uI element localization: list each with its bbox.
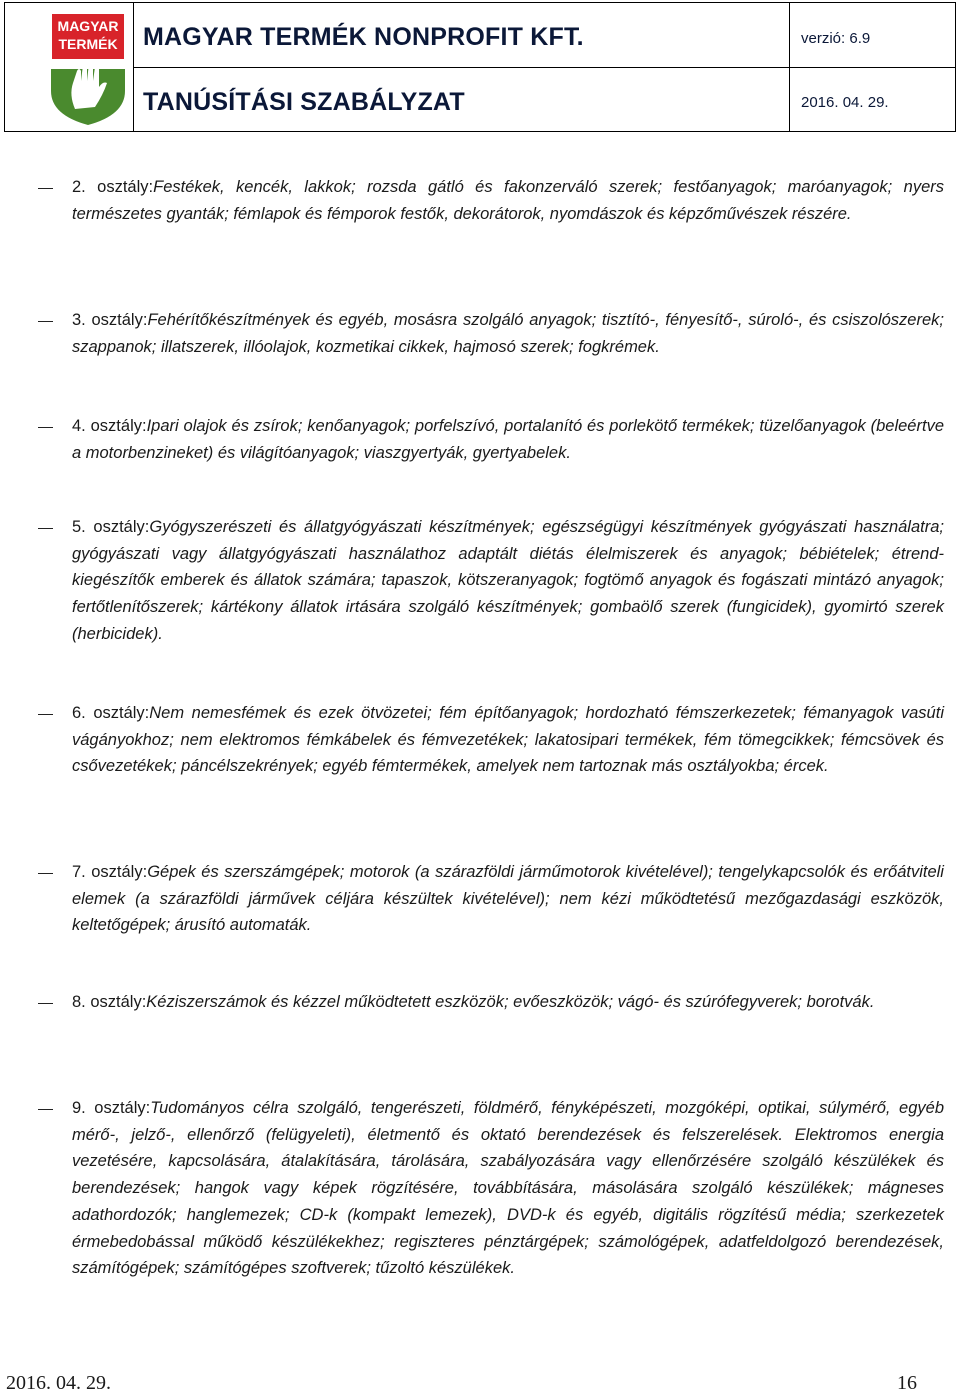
magyar-termek-logo bbox=[47, 11, 129, 127]
class-text: Fehérítőkészítmények és egyéb, mosásra szolgáló anyagok; tisztító-, fényesítő-, súroló-, és csiszolószerek; szappanok; illatszerek, illóolajok, kozmetikai cikkek, hajmosó szerek; fogkrémek. bbox=[72, 311, 944, 356]
document-header bbox=[4, 2, 956, 132]
list-dash bbox=[38, 188, 53, 189]
list-dash bbox=[38, 427, 53, 428]
list-item bbox=[72, 1095, 944, 1282]
class-number: 9. osztály: bbox=[72, 1099, 151, 1117]
list-dash bbox=[38, 528, 53, 529]
logo-cell bbox=[5, 3, 134, 131]
class-text: Gyógyszerészeti és állatgyógyászati készítmények; egészségügyi készítmények gyógyászati használatra; gyógyászati vagy állatgyógyászati használathoz adaptált diétás élelmiszerek és anyagok; bébiételek; étrend-kiegészítők emberek és állatok számára; tapaszok, kötszeranyagok; fogtömő anyagok és fogászati mintázó anyagok; fertőtlenítőszerek; kártékony állatok irtására szolgáló készítmények; gombaölő szerek (fungicidek), gyomirtó szerek (herbicidek). bbox=[72, 518, 944, 643]
class-number: 8. osztály: bbox=[72, 993, 147, 1011]
class-number: 6. osztály: bbox=[72, 704, 150, 722]
header-date: 2016. 04. 29. bbox=[801, 94, 889, 111]
list-item bbox=[72, 514, 944, 648]
version-label: verzió: 6.9 bbox=[801, 30, 871, 47]
class-text: Tudományos célra szolgáló, tengerészeti, földmérő, fényképészeti, mozgóképi, optikai, súlymérő, egyéb mérő-, jelző-, ellenőrző (felügyeleti), életmentő és oktató berendezések és felszerelések. Elektromos energia vezetésére, kapcsolására, átalakítására, tárolására, szabályozására vagy ellenőrzésére szolgáló készülékek és berendezések; hangok vagy képek rögzítésére, továbbítására, másolására szolgáló készülékek; mágneses adathordozók; hanglemezek; CD-k (kompakt lemezek), DVD-k és egyéb, digitális rögzítésű média; szerkezetek érmebedobással működő készülékekhez; regiszteres pénztárgépek; számológépek, adatfeldolgozó berendezések, számítógépek; számítógépes szoftverek; tűzoltó készülékek. bbox=[72, 1099, 944, 1278]
class-number: 5. osztály: bbox=[72, 518, 150, 536]
class-text: Kéziszerszámok és kézzel működtetett eszközök; evőeszközök; vágó- és szúrófegyverek; borotvák. bbox=[146, 993, 875, 1011]
logo-text-magyar: MAGYAR bbox=[57, 18, 119, 34]
class-text: Festékek, kencék, lakkok; rozsda gátló és fakonzerváló szerek; festőanyagok; maróanyagok; nyers természetes gyanták; fémlapok és fémporok festők, dekorátorok, nyomdászok és képzőművészek részére. bbox=[72, 178, 944, 223]
list-item bbox=[72, 859, 944, 939]
class-text: Gépek és szerszámgépek; motorok (a szárazföldi járműmotorok kivételével); tengelykapcsolók és erőátviteli elemek (a szárazföldi járművek céljára készültek kivételével); nem kézi működtetésű mezőgazdasági eszközök, keltetőgépek; árusító automaták. bbox=[72, 863, 944, 935]
class-text: Ipari olajok és zsírok; kenőanyagok; porfelszívó, portalanító és porlekötő termékek; tüzelőanyagok (beleértve a motorbenzineket) és világítóanyagok; viaszgyertyák, gyertyabelek. bbox=[72, 417, 944, 462]
header-meta-cell bbox=[789, 3, 955, 131]
page-number: 16 bbox=[897, 1372, 917, 1394]
logo-text-termek: TERMÉK bbox=[58, 36, 118, 52]
list-dash bbox=[38, 873, 53, 874]
list-dash bbox=[38, 714, 53, 715]
company-name: MAGYAR TERMÉK NONPROFIT KFT. bbox=[143, 23, 584, 51]
class-number: 4. osztály: bbox=[72, 417, 147, 435]
list-item bbox=[72, 989, 944, 1016]
class-text: Nem nemesfémek és ezek ötvözetei; fém építőanyagok; hordozható fémszerkezetek; fémanyagok vasúti vágányokhoz; nem elektromos fémkábelek és fémvezetékek; lakatosipari termékek, fém tömegcikkek; fémcsövek és csővezetékek; páncélszekrények; egyéb fémtermékek, amelyek nem tartoznak más osztályokba; ércek. bbox=[72, 704, 944, 776]
list-item bbox=[72, 700, 944, 780]
list-dash bbox=[38, 321, 53, 322]
list-dash bbox=[38, 1003, 53, 1004]
class-number: 7. osztály: bbox=[72, 863, 148, 881]
class-number: 3. osztály: bbox=[72, 311, 148, 329]
list-item bbox=[72, 174, 944, 227]
document-title: TANÚSÍTÁSI SZABÁLYZAT bbox=[143, 88, 465, 116]
footer-date: 2016. 04. 29. bbox=[6, 1372, 111, 1394]
class-number: 2. osztály: bbox=[72, 178, 154, 196]
list-dash bbox=[38, 1109, 53, 1110]
list-item bbox=[72, 413, 944, 466]
list-item bbox=[72, 307, 944, 360]
